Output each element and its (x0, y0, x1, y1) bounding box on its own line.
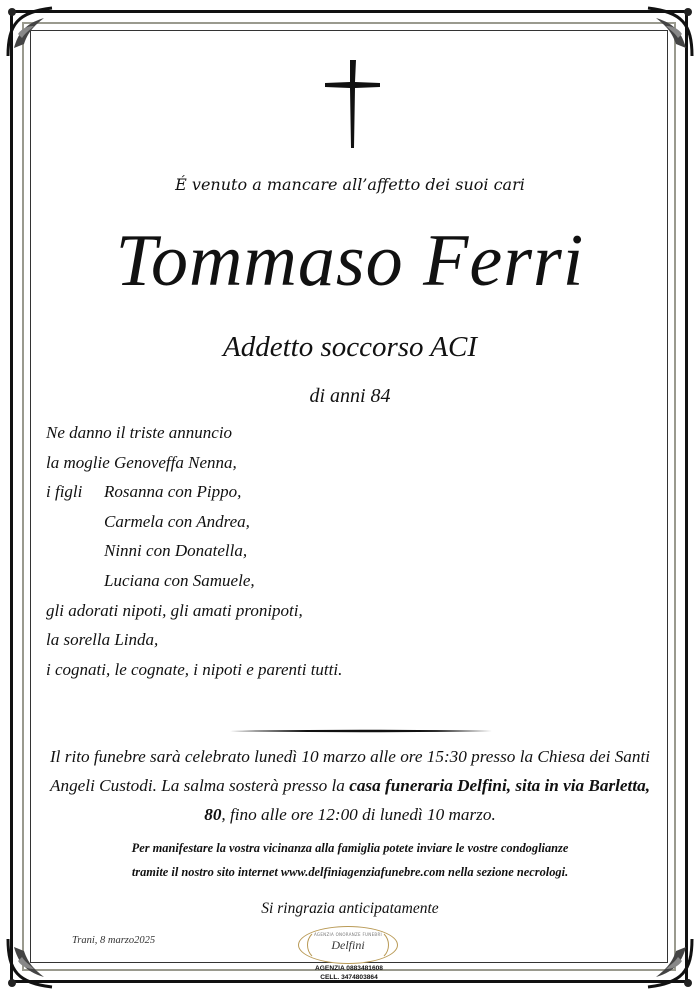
condolences-line: Per manifestare la vostra vicinanza alla famiglia potete inviare le vostre condoglianze (131, 841, 569, 855)
divider-line (230, 729, 492, 733)
condolences-text (38, 836, 662, 884)
funeral-rite-text (44, 742, 656, 829)
rite-text-part1: Il rito funebre sarà celebrato lunedì 10 marzo alle ore 15:30 presso la Chiesa dei Santi Angeli Custodi. La salma sosterà presso la (49, 747, 651, 795)
ornamental-corner-icon (640, 935, 696, 991)
intro-text: É venuto a mancare all’affetto dei suoi cari (175, 175, 525, 194)
agency-phone: AGENZIA 0883481608 (315, 965, 383, 972)
agency-brand: Delfini (331, 938, 365, 952)
place-date: Trani, 8 marzo2025 (72, 935, 156, 946)
announcement-line: Ne danno il triste annuncio (46, 423, 233, 442)
thanks-text: Si ringrazia anticipatamente (261, 900, 439, 917)
ornamental-corner-icon (640, 4, 696, 60)
agency-contacts (298, 964, 400, 982)
rite-text-part2: , fino alle ore 12:00 di lunedì 10 marzo. (221, 805, 496, 824)
child-entry: Ninni con Donatella, (104, 541, 248, 561)
sister-line: la sorella Linda, (46, 630, 159, 650)
relatives-line: i cognati, le cognate, i nipoti e parenti tutti. (46, 659, 343, 679)
agency-tagline: AGENZIA ONORANZE FUNEBRI (313, 932, 383, 937)
ornamental-corner-icon (4, 935, 60, 991)
condolences-line: tramite il nostro sito internet www.delfiniagenziafunebre.com nella sezione necrologi. (131, 865, 569, 879)
children-line (46, 477, 606, 507)
deceased-age: di anni 84 (309, 385, 391, 407)
mourners-list (46, 418, 606, 684)
grandchildren-line: gli adorati nipoti, gli amati pronipoti, (46, 600, 303, 620)
child-entry: Rosanna con Pippo, (104, 482, 242, 502)
agency-mobile: CELL. 3474803864 (320, 974, 378, 981)
deceased-name: Tommaso Ferri (115, 220, 585, 302)
child-entry: Luciana con Samuele, (104, 570, 255, 590)
latin-cross-icon (322, 58, 384, 150)
wife-line: la moglie Genoveffa Nenna, (46, 452, 237, 472)
child-entry: Carmela con Andrea, (104, 511, 250, 531)
agency-logo (298, 926, 400, 984)
laurel-wreath-icon (298, 926, 398, 964)
deceased-profession: Addetto soccorso ACI (223, 331, 477, 363)
children-label: i figli (46, 482, 83, 502)
ornamental-corner-icon (4, 4, 60, 60)
funeral-home-address: casa funeraria Delfini, sita in via Barletta, 80 (204, 776, 651, 824)
